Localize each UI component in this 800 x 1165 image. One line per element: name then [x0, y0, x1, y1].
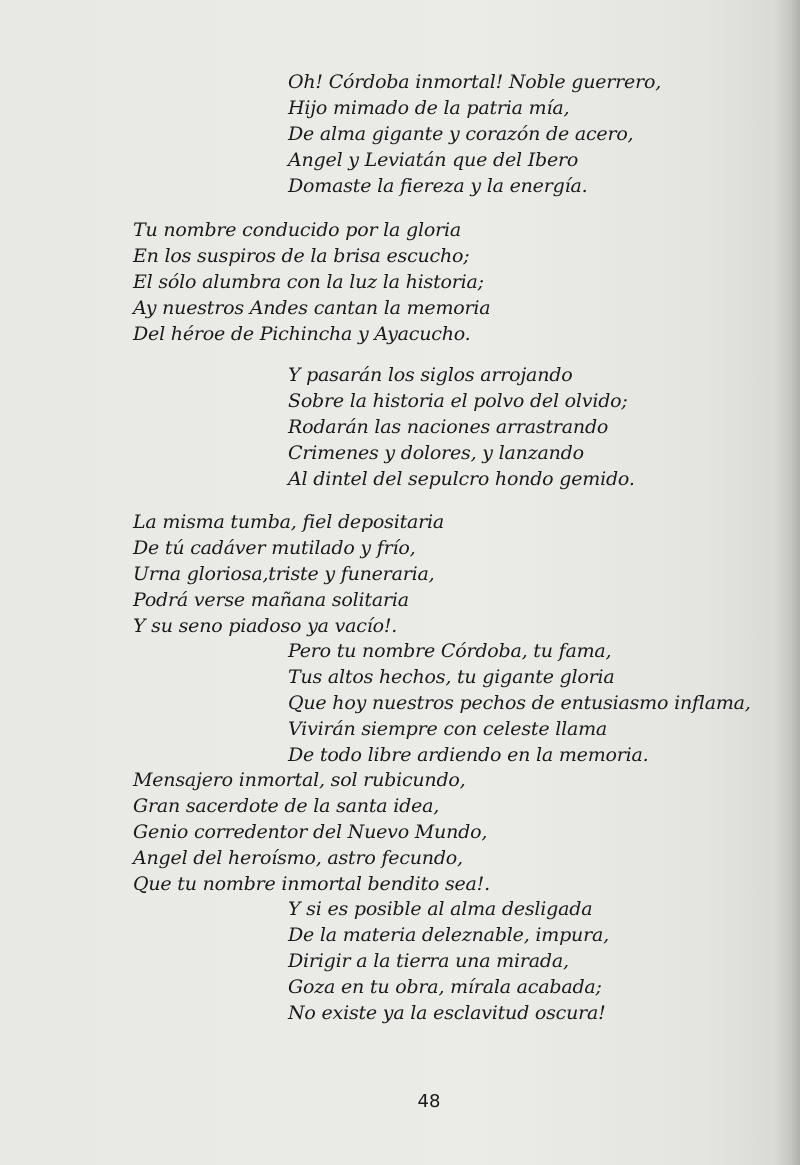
verse-line: Que hoy nuestros pechos de entusiasmo inflama, [288, 692, 751, 714]
verse-line: Hijo mimado de la patria mía, [288, 97, 570, 119]
verse-line: La misma tumba, fiel depositaria [133, 511, 445, 533]
page-edge-shadow [774, 0, 800, 1165]
verse-line: Que tu nombre inmortal bendito sea!. [133, 873, 490, 895]
verse-line: Oh! Córdoba inmortal! Noble guerrero, [288, 71, 662, 93]
verse-line: Crimenes y dolores, y lanzando [288, 442, 584, 464]
stanza-1 [288, 69, 661, 199]
verse-line: De la materia deleznable, impura, [288, 924, 609, 946]
verse-line: De tú cadáver mutilado y frío, [133, 537, 416, 559]
stanza-3 [288, 362, 635, 492]
verse-line: Angel del heroísmo, astro fecundo, [133, 847, 463, 869]
stanza-4 [133, 509, 444, 639]
verse-line: Podrá verse mañana solitaria [133, 589, 409, 611]
stanza-7 [288, 896, 609, 1026]
verse-line: Tus altos hechos, tu gigante gloria [288, 666, 615, 688]
verse-line: Gran sacerdote de la santa idea, [133, 795, 440, 817]
verse-line: Ay nuestros Andes cantan la memoria [133, 297, 491, 319]
verse-line: De alma gigante y corazón de acero, [288, 123, 634, 145]
verse-line: Genio corredentor del Nuevo Mundo, [133, 821, 488, 843]
verse-line: Y su seno piadoso ya vacío!. [133, 615, 398, 637]
verse-line: No existe ya la esclavitud oscura! [288, 1002, 606, 1024]
verse-line: Goza en tu obra, mírala acabada; [288, 976, 602, 998]
verse-line: Al dintel del sepulcro hondo gemido. [288, 468, 635, 490]
verse-line: Urna gloriosa,triste y funeraria, [133, 563, 435, 585]
verse-line: Mensajero inmortal, sol rubicundo, [133, 769, 466, 791]
verse-line: Pero tu nombre Córdoba, tu fama, [288, 640, 612, 662]
verse-line: De todo libre ardiendo en la memoria. [288, 744, 649, 766]
verse-line: Domaste la fiereza y la energía. [288, 175, 588, 197]
verse-line: Vivirán siempre con celeste llama [288, 718, 608, 740]
verse-line: Sobre la historia el polvo del olvido; [288, 390, 628, 412]
verse-line: Tu nombre conducido por la gloria [133, 219, 461, 241]
stanza-6 [133, 767, 490, 897]
verse-line: El sólo alumbra con la luz la historia; [133, 271, 484, 293]
verse-line: Y pasarán los siglos arrojando [288, 364, 573, 386]
verse-line: Rodarán las naciones arrastrando [288, 416, 609, 438]
verse-line: Del héroe de Pichincha y Ayacucho. [133, 323, 471, 345]
verse-line: Angel y Leviatán que del Ibero [288, 149, 579, 171]
verse-line: Dirigir a la tierra una mirada, [288, 950, 569, 972]
verse-line: En los suspiros de la brisa escucho; [133, 245, 470, 267]
verse-line: Y si es posible al alma desligada [288, 898, 593, 920]
page-number: 48 [417, 1091, 441, 1112]
stanza-5 [288, 638, 751, 768]
stanza-2 [133, 217, 490, 347]
